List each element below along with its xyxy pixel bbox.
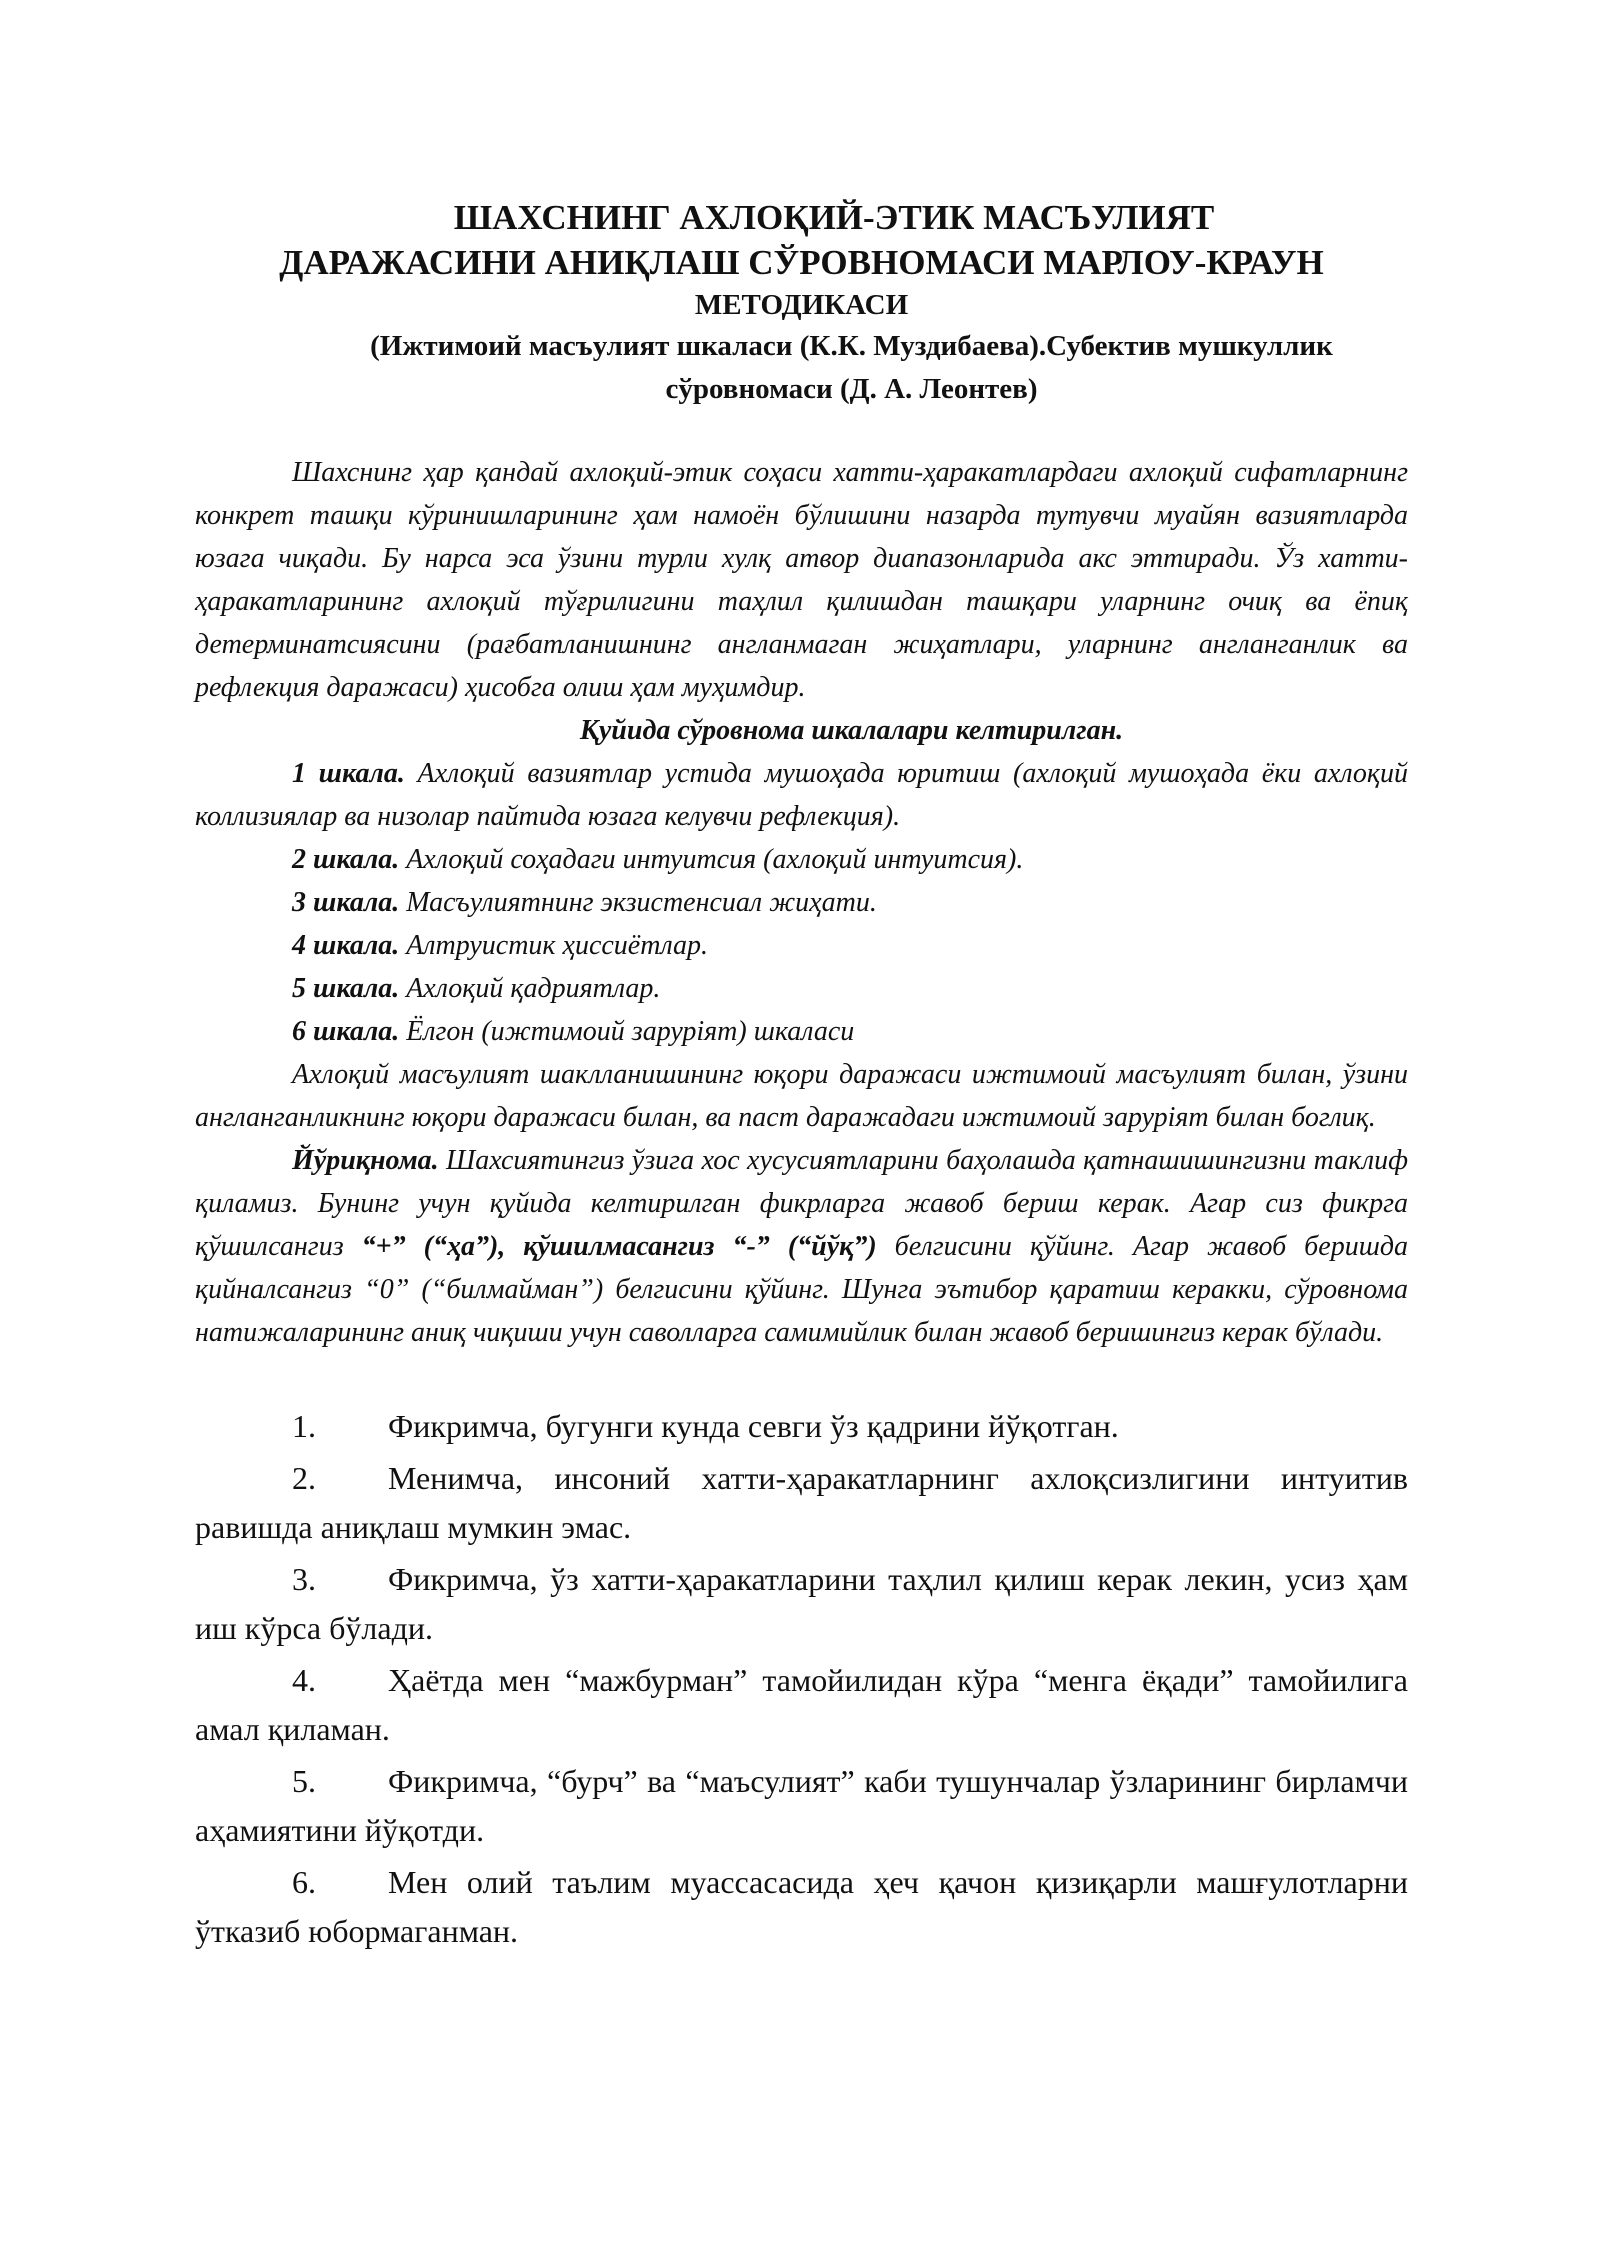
question-number: 6. bbox=[292, 1864, 316, 1900]
scale-text: Ёлгон (ижтимоий заруріят) шкаласи bbox=[399, 1016, 855, 1047]
question-text: Фикримча, ўз хатти-ҳаракатларини таҳлил қилиш керак лекин, усиз ҳам иш кўрса бўлади. bbox=[195, 1561, 1408, 1646]
document-subtitle: (Ижтимоий масъулият шкаласи (К.К. Муздибаева).Субектив мушкуллик сўровномаси (Д. А. Леонтев) bbox=[370, 330, 1333, 405]
scale-item bbox=[195, 967, 1408, 1010]
question-item bbox=[195, 1757, 1408, 1855]
instructions-answer-codes: “+” (“ҳа”), қўшилмасангиз “-” (“йўқ”) bbox=[361, 1231, 877, 1262]
question-item bbox=[195, 1454, 1408, 1552]
scale-item bbox=[195, 838, 1408, 881]
scale-label: 5 шкала. bbox=[292, 973, 400, 1004]
document-content bbox=[195, 195, 1408, 1959]
scale-text: Ахлоқий соҳадаги интуитсия (ахлоқий интуитсия). bbox=[399, 844, 1024, 875]
question-item bbox=[195, 1656, 1408, 1754]
scale-text: Алтруистик ҳиссиётлар. bbox=[399, 930, 709, 961]
title-line-2: ДАРАЖАСИНИ АНИҚЛАШ СЎРОВНОМАСИ МАРЛОУ-КРАУН bbox=[279, 243, 1324, 282]
scale-label: 2 шкала. bbox=[292, 844, 400, 875]
scale-label: 1 шкала. bbox=[292, 758, 405, 789]
scale-text: Ахлоқий вазиятлар устида мушоҳада юритиш (ахлоқий мушоҳада ёки ахлоқий коллизиялар ва низолар пайтида юзага келувчи рефлекция). bbox=[195, 758, 1408, 832]
question-text: Менимча, инсоний хатти-ҳаракатларнинг ахлоқсизлигини интуитив равишда аниқлаш мумкин эмас. bbox=[195, 1460, 1408, 1545]
question-text: Фикримча, “бурч” ва “маъсулият” каби тушунчалар ўзларининг бирламчи аҳамиятини йўқотди. bbox=[195, 1763, 1408, 1848]
scale-item bbox=[195, 752, 1408, 838]
question-number: 5. bbox=[292, 1763, 316, 1799]
scale-text: Масъулиятнинг экзистенсиал жиҳати. bbox=[399, 887, 877, 918]
question-list bbox=[195, 1402, 1408, 1956]
instructions-paragraph bbox=[195, 1139, 1408, 1354]
instructions-text-1: Шахсиятингиз ўзига хос хусусиятларини баҳолашда қатнашишингизни таклиф қиламиз. Бунинг учун қуйида келтирилган фикрларга жавоб бериш керак. Агар сиз фикрга қўшилсангиз bbox=[195, 1145, 1408, 1262]
scale-text: Ахлоқий қадриятлар. bbox=[399, 973, 661, 1004]
scale-label: 6 шкала. bbox=[292, 1016, 400, 1047]
scale-label: 4 шкала. bbox=[292, 930, 400, 961]
question-item bbox=[195, 1858, 1408, 1956]
scales-heading: Қуйида сўровнома шкалалари келтирилган. bbox=[579, 715, 1124, 746]
question-item bbox=[195, 1402, 1408, 1451]
question-text: Ҳаётда мен “мажбурман” тамойилидан кўра “менга ёқади” тамойилига амал қиламан. bbox=[195, 1662, 1408, 1747]
intro-paragraph: Шахснинг ҳар қандай ахлоқий-этик соҳаси хатти-ҳаракатлардаги ахлоқий сифатларнинг конкрет ташқи кўринишларининг ҳам намоён бўлишини назарда тутувчи муайян вазиятларда юзага чиқади. Бу нарса эса ўзини турли хулқ атвор диапазонларида акс эттиради. Ўз хатти-ҳаракатларининг ахлоқий тўғрилигини таҳлил қилишдан ташқари уларнинг очиқ ва ёпиқ детерминатсиясини (рағбатланишнинг англанмаган жиҳатлари, уларнинг англанганлик ва рефлекция даражаси) ҳисобга олиш ҳам муҳимдир. bbox=[195, 457, 1408, 703]
question-number: 4. bbox=[292, 1662, 316, 1698]
title-line-1: ШАХСНИНГ АХЛОҚИЙ-ЭТИК МАСЪУЛИЯТ bbox=[453, 198, 1215, 237]
question-item bbox=[195, 1555, 1408, 1653]
intro-section bbox=[195, 451, 1408, 1354]
scale-item bbox=[195, 881, 1408, 924]
question-text: Фикримча, бугунги кунда севги ўз қадрини йўқотган. bbox=[388, 1408, 1119, 1444]
question-number: 1. bbox=[292, 1408, 316, 1444]
scale-label: 3 шкала. bbox=[292, 887, 400, 918]
scale-item bbox=[195, 1010, 1408, 1053]
title-line-3: МЕТОДИКАСИ bbox=[694, 289, 909, 321]
conclusion-paragraph: Ахлоқий масъулият шаклланишининг юқори даражаси ижтимоий масъулият билан, ўзини англанганликнинг юқори даражаси билан, ва паст даражадаги ижтимоий заруріят билан боглиқ. bbox=[195, 1059, 1408, 1133]
question-number: 2. bbox=[292, 1460, 316, 1496]
instructions-text-2: белгисини қўйинг. Агар жавоб беришда қийналсангиз “0” (“билмайман”) белгисини қўйинг. Шунга эътибор қаратиш керакки, сўровнома натижаларининг аниқ чиқиши учун саволларга самимийлик билан жавоб беришингиз керак бўлади. bbox=[195, 1231, 1408, 1348]
question-number: 3. bbox=[292, 1561, 316, 1597]
instructions-label: Йўриқнома. bbox=[292, 1145, 439, 1176]
document-title bbox=[195, 195, 1408, 325]
scale-item bbox=[195, 924, 1408, 967]
question-text: Мен олий таълим муассасасида ҳеч қачон қизиқарли машғулотларни ўтказиб юбормаганман. bbox=[195, 1864, 1408, 1949]
